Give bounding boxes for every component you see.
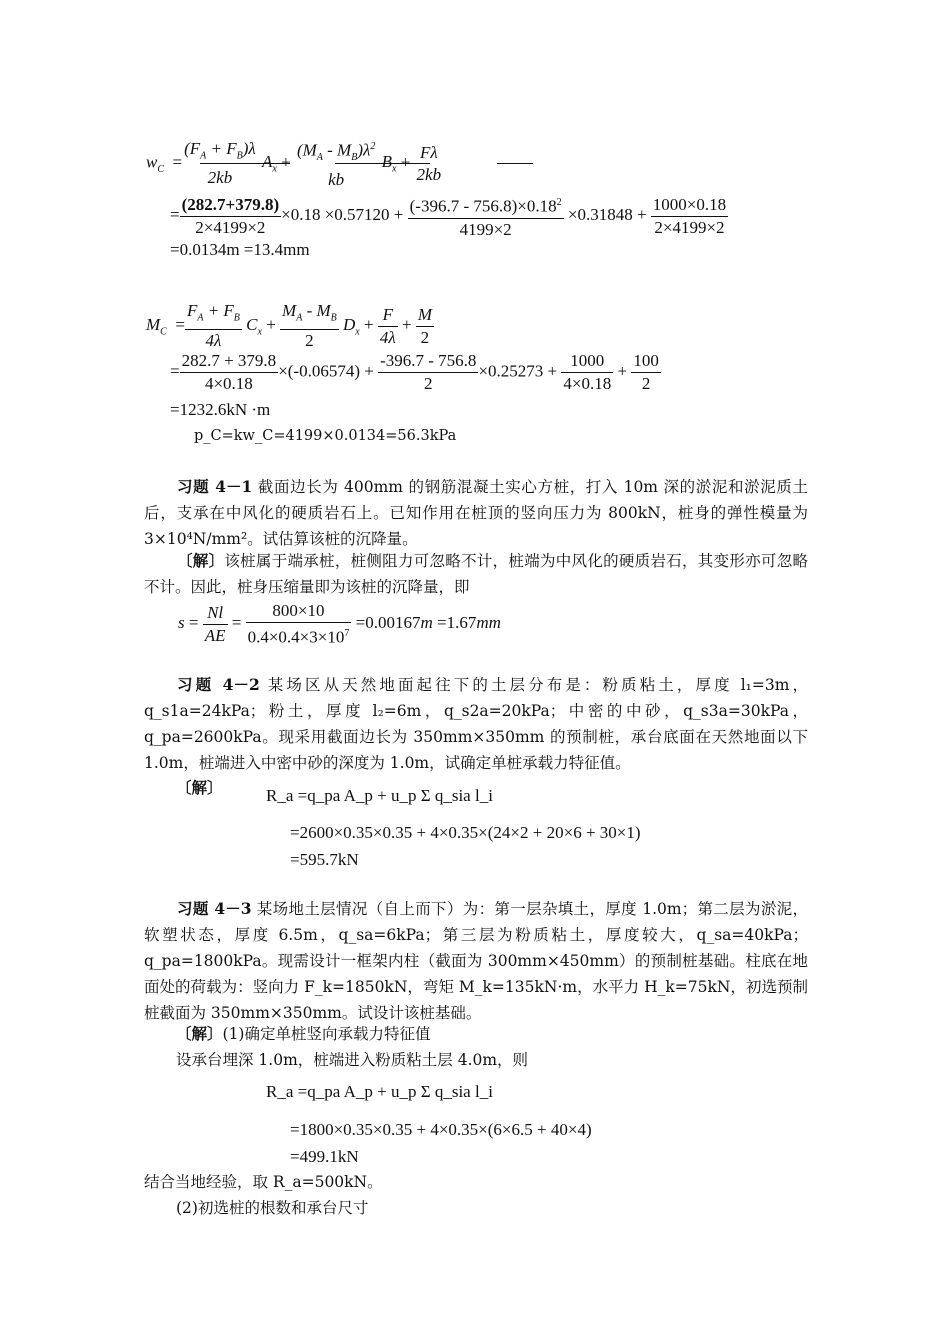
problem-4-1-text: 截面边长为 400mm 的钢筋混凝土实心方桩，打入 10m 深的淤泥和淤泥质土后，支承在中风化的硬质岩石上。已知作用在桩顶的竖向压力为 800kN，桩身的弹性模量为 3×10⁴N/mm²。试估算该桩的沉降量。: [144, 478, 808, 548]
problem-4-1: [144, 474, 808, 552]
mc-lhs: M: [146, 315, 161, 335]
problem-4-3-solution: [176, 1022, 430, 1044]
solution-label: 〔解〕: [177, 551, 225, 570]
problem-4-2-solution-label: 〔解〕: [176, 778, 223, 797]
equation-wc-line2: = $\frac{(282.7+379.8)}{2\times 4199\times 2}$ ×0.18 ×0.57120 + $\frac{(-396.7 - 756.8)\times 0.18^2}{4199\times 2}$ ×0.31848 + $\frac{1000\times 0.18}{2\times 4199\times 2}$: [170, 194, 727, 239]
problem-4-2-label: 习题 4－2: [177, 675, 260, 694]
solution-label-4-3: 〔解〕: [176, 1024, 223, 1043]
pc-line: p_C=kw_C=4199×0.0134=56.3kPa: [194, 428, 457, 444]
step1-text: (1)确定单桩竖向承载力特征值: [222, 1025, 431, 1043]
problem-4-2-eq-line3: =595.7kN: [290, 850, 359, 869]
assume-line: 设承台埋深 1.0m，桩端进入粉质粘土层 4.0m，则: [176, 1051, 529, 1069]
problem-4-3-text: 某场地土层情况（自上而下）为：第一层杂填土，厚度 1.0m；第二层为淤泥，软塑状态，厚度 6.5m，q_sa=6kPa；第三层为粉质粘土，厚度较大，q_sa=40kPa；q_pa=1800kPa。现需设计一框架内柱（截面为 300mm×450mm）的预制桩基础。柱底在地面处的荷载为：竖向力 F_k=1850kN，弯矩 M_k=135kN·m，水平力 H_k=75kN，初选预制桩截面为 350mm×350mm。试设计该桩基础。: [144, 900, 809, 1022]
problem-4-2-eq-line2: =2600×0.35×0.35 + 4×0.35×(24×2 + 20×6 + 30×1): [290, 823, 641, 842]
equation-mc-line2: = $\frac{282.7 + 379.8}{4\times 0.18}$ ×(-0.06574) + $\frac{-396.7 - 756.8}{2}$ ×0.25273 + $\frac{1000}{4\times 0.18}$ + $\frac{100}{2}$: [170, 351, 659, 393]
problem-4-3-eq-line3: =499.1kN: [290, 1147, 359, 1166]
problem-4-2-text: 某场区从天然地面起往下的土层分布是：粉质粘土，厚度 l₁=3m，q_s1a=24kPa；粉土，厚度 l₂=6m，q_s2a=20kPa；中密的中砂，q_s3a=30kPa，q_pa=2600kPa。现采用截面边长为 350mm×350mm 的预制桩，承台底面在天然地面以下 1.0m，桩端进入中密中砂的深度为 1.0m，试确定单桩承载力特征值。: [144, 676, 809, 772]
equation-s: s = $\frac{Nl}{AE}$ = $\frac{800\times 10}{0.4\times 0.4\times 3\times 10^7}$ =0.00167m =1.67mm: [178, 601, 501, 647]
wc-lhs: w: [146, 152, 158, 172]
problem-4-1-solution: [144, 548, 808, 600]
equation-wc-line3: =0.0134m =13.4mm: [170, 240, 310, 259]
equation-mc-line1: $M_C$ = $\frac{F_A + F_B}{4\lambda}$ $C_x$ + $\frac{M_A - M_B}{2}$ $D_x$ + $\frac{F}{4\lambda}$ + $\frac{M}{2}$: [146, 301, 432, 351]
problem-4-3-label: 习题 4－3: [177, 899, 252, 918]
conclusion-line: 结合当地经验，取 R_a=500kN。: [144, 1173, 383, 1191]
problem-4-2-eq-line1: R_a =q_pa A_p + u_p Σ q_sia l_i: [266, 786, 493, 805]
problem-4-2: [144, 672, 808, 776]
equation-wc-line1: $w_C$ = $(F_A + F_B)\lambda$ 2kb $A_x$ + $(M_A - M_B)\lambda^2$ kb $B_x$ + Fλ 2kb: [146, 138, 442, 190]
step2-line: (2)初选桩的根数和承台尺寸: [176, 1199, 369, 1217]
problem-4-3-eq-line1: R_a =q_pa A_p + u_p Σ q_sia l_i: [266, 1082, 493, 1101]
problem-4-1-label: 习题 4－1: [177, 477, 253, 496]
problem-4-3: [144, 896, 808, 1026]
problem-4-3-eq-line2: =1800×0.35×0.35 + 4×0.35×(6×6.5 + 40×4): [290, 1120, 592, 1139]
equation-mc-line3: =1232.6kN ·m: [170, 400, 271, 419]
solution-text: 该桩属于端承桩，桩侧阻力可忽略不计，桩端为中风化的硬质岩石，其变形亦可忽略不计。因此，桩身压缩量即为该桩的沉降量，即: [144, 552, 808, 596]
